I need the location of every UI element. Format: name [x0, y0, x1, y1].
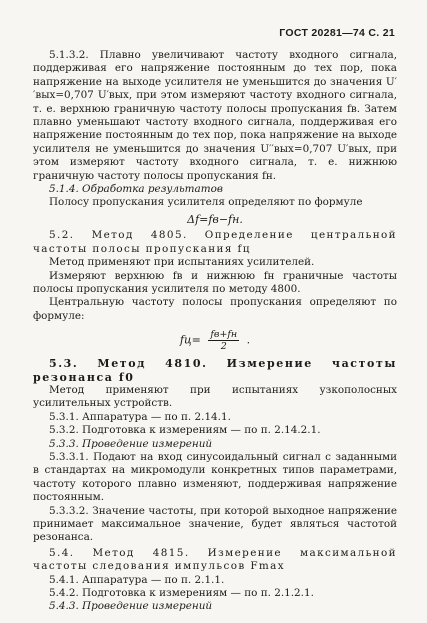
heading-5-2: 5.2. Метод 4805. Определение центральной частоты полосы пропускания fц — [33, 229, 397, 255]
paragraph-5-4-2: 5.4.2. Подготовка к измерениям — по п. 2.1.2.1. — [49, 587, 314, 600]
formula-center-frequency — [33, 329, 397, 352]
paragraph-5-2-c: Центральную частоту полосы пропускания определяют по формуле: — [33, 296, 397, 322]
heading-5-3-3: 5.3.3. Проведение измерений — [49, 437, 213, 450]
page-header: ГОСТ 20281—74 С. 21 — [279, 27, 395, 39]
document-body — [33, 49, 397, 614]
paragraph-5-3-3-2: 5.3.3.2. Значение частоты, при которой выходное напряжение принимает максимальное значение, будет являться частотой резонанса. — [33, 504, 397, 544]
heading-5-4-3: 5.4.3. Проведение измерений — [49, 600, 213, 613]
formula-end: . — [246, 333, 251, 347]
paragraph-5-3-3-1: 5.3.3.1. Подают на вход синусоидальный сигнал с заданными в стандартах на микромодули конкретных типов параметрами, частоту которого плавно изменяют, поддерживая напряжение постоянным. — [33, 450, 397, 504]
formula-numerator: fв+fн — [210, 329, 238, 341]
heading-5-4: 5.4. Метод 4815. Измерение максимальной частоты следования импульсов Fmax — [33, 546, 397, 573]
heading-5-1-4: 5.1.4. Обработка результатов — [49, 183, 223, 196]
paragraph-5-3-2: 5.3.2. Подготовка к измерениям — по п. 2.14.2.1. — [49, 424, 321, 437]
heading-5-3: 5.3. Метод 4810. Измерение частоты резонанса f0 — [33, 357, 397, 384]
formula-denominator: 2 — [220, 341, 227, 353]
paragraph-5-2-b: Измеряют верхнюю fв и нижнюю fн граничные частоты полосы пропускания усилителя по методу 4800. — [33, 269, 397, 295]
formula-lhs: fц= — [179, 333, 201, 347]
paragraph-5-1-4: Полосу пропускания усилителя определяют по формуле — [49, 196, 363, 209]
paragraph-5-1-3-2: 5.1.3.2. Плавно увеличивают частоту входного сигнала, поддерживая его напряжение постоянным до тех пор, пока напряжение на выходе усилителя не уменьшится до значения U′′вых=0,707 U′вых, при этом измеряют частоту входного сигнала, т. е. верхнюю граничную частоту полосы пропускания fв. Затем плавно уменьшают частоту входного сигнала, поддерживая его напряжение постоянным до тех пор, пока напряжение на выходе усилителя не уменьшится до значения U′′вых=0,707 U′вых, при этом измеряют частоту входного сигнала, т. е. нижнюю граничную частоту полосы пропускания fн. — [33, 49, 397, 182]
formula-bandwidth: Δf=fв−fн. — [187, 212, 243, 226]
formula-fraction — [208, 329, 239, 352]
paragraph-5-2-a: Метод применяют при испытаниях усилителей. — [49, 256, 315, 269]
paragraph-5-3-1: 5.3.1. Аппаратура — по п. 2.14.1. — [49, 410, 231, 423]
paragraph-5-4-1: 5.4.1. Аппаратура — по п. 2.1.1. — [49, 573, 225, 586]
paragraph-5-3: Метод применяют при испытаниях узкополосных усилительных устройств. — [33, 383, 397, 410]
